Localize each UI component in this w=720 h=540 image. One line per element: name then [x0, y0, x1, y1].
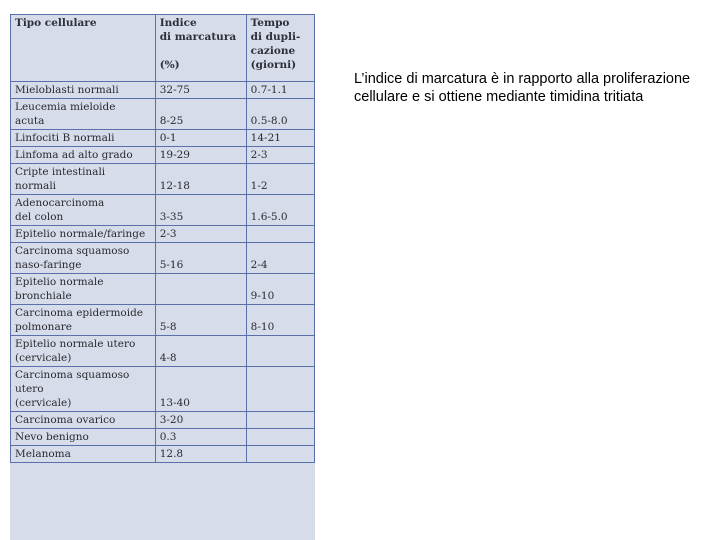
cell-type-cell: Leucemia mieloide acuta [11, 99, 156, 130]
table-row [11, 305, 315, 336]
labeling-index-cell: 5-16 [155, 243, 246, 274]
cell-type-cell: Cripte intestinali normali [11, 164, 156, 195]
labeling-index-cell: 3-35 [155, 195, 246, 226]
doubling-time-cell [246, 412, 314, 429]
labeling-index-cell: 8-25 [155, 99, 246, 130]
header-labeling-index: Indice di marcatura (%) [155, 15, 246, 82]
labeling-index-note: L’indice di marcatura è in rapporto alla proliferazione cellulare e si ottiene mediante timidina tritiata [354, 71, 691, 105]
doubling-time-cell: 0.5-8.0 [246, 99, 314, 130]
doubling-time-cell [246, 367, 314, 412]
doubling-time-cell: 1-2 [246, 164, 314, 195]
table-image [10, 14, 315, 540]
doubling-time-cell: 9-10 [246, 274, 314, 305]
labeling-index-cell: 13-40 [155, 367, 246, 412]
labeling-index-cell: 4-8 [155, 336, 246, 367]
labeling-index-cell: 5-8 [155, 305, 246, 336]
table-row [11, 274, 315, 305]
table-row [11, 82, 315, 99]
table-row [11, 130, 315, 147]
cell-type-cell: Carcinoma squamoso naso-faringe [11, 243, 156, 274]
table-row [11, 164, 315, 195]
table-row [11, 147, 315, 164]
doubling-time-cell [246, 429, 314, 446]
table-row [11, 429, 315, 446]
labeling-index-cell [155, 274, 246, 305]
cell-type-cell: Carcinoma epidermoide polmonare [11, 305, 156, 336]
table-header-row [11, 15, 315, 82]
cell-type-cell: Linfociti B normali [11, 130, 156, 147]
doubling-time-cell [246, 336, 314, 367]
table-row [11, 226, 315, 243]
header-cell-type: Tipo cellulare [11, 15, 156, 82]
table-body [11, 82, 315, 463]
labeling-index-cell: 32-75 [155, 82, 246, 99]
labeling-index-cell: 3-20 [155, 412, 246, 429]
doubling-time-cell [246, 226, 314, 243]
doubling-time-cell [246, 446, 314, 463]
doubling-time-cell: 8-10 [246, 305, 314, 336]
table-row [11, 446, 315, 463]
header-doubling-time: Tempo di dupli- cazione (giorni) [246, 15, 314, 82]
table-row [11, 243, 315, 274]
table-row [11, 412, 315, 429]
cell-type-cell: Carcinoma squamoso utero (cervicale) [11, 367, 156, 412]
cell-type-cell: Epitelio normale utero (cervicale) [11, 336, 156, 367]
table-row [11, 195, 315, 226]
labeling-index-table [10, 14, 315, 463]
table-row [11, 99, 315, 130]
table-row [11, 367, 315, 412]
labeling-index-cell: 0.3 [155, 429, 246, 446]
cell-type-cell: Linfoma ad alto grado [11, 147, 156, 164]
labeling-index-cell: 12.8 [155, 446, 246, 463]
cell-type-cell: Adenocarcinoma del colon [11, 195, 156, 226]
labeling-index-cell: 19-29 [155, 147, 246, 164]
doubling-time-cell: 14-21 [246, 130, 314, 147]
cell-type-cell: Melanoma [11, 446, 156, 463]
doubling-time-cell: 2-4 [246, 243, 314, 274]
doubling-time-cell: 2-3 [246, 147, 314, 164]
labeling-index-cell: 0-1 [155, 130, 246, 147]
cell-type-cell: Nevo benigno [11, 429, 156, 446]
doubling-time-cell: 0.7-1.1 [246, 82, 314, 99]
doubling-time-cell: 1.6-5.0 [246, 195, 314, 226]
cell-type-cell: Epitelio normale/faringe [11, 226, 156, 243]
table-row [11, 336, 315, 367]
cell-type-cell: Mieloblasti normali [11, 82, 156, 99]
labeling-index-cell: 2-3 [155, 226, 246, 243]
labeling-index-cell: 12-18 [155, 164, 246, 195]
cell-type-cell: Carcinoma ovarico [11, 412, 156, 429]
cell-type-cell: Epitelio normale bronchiale [11, 274, 156, 305]
